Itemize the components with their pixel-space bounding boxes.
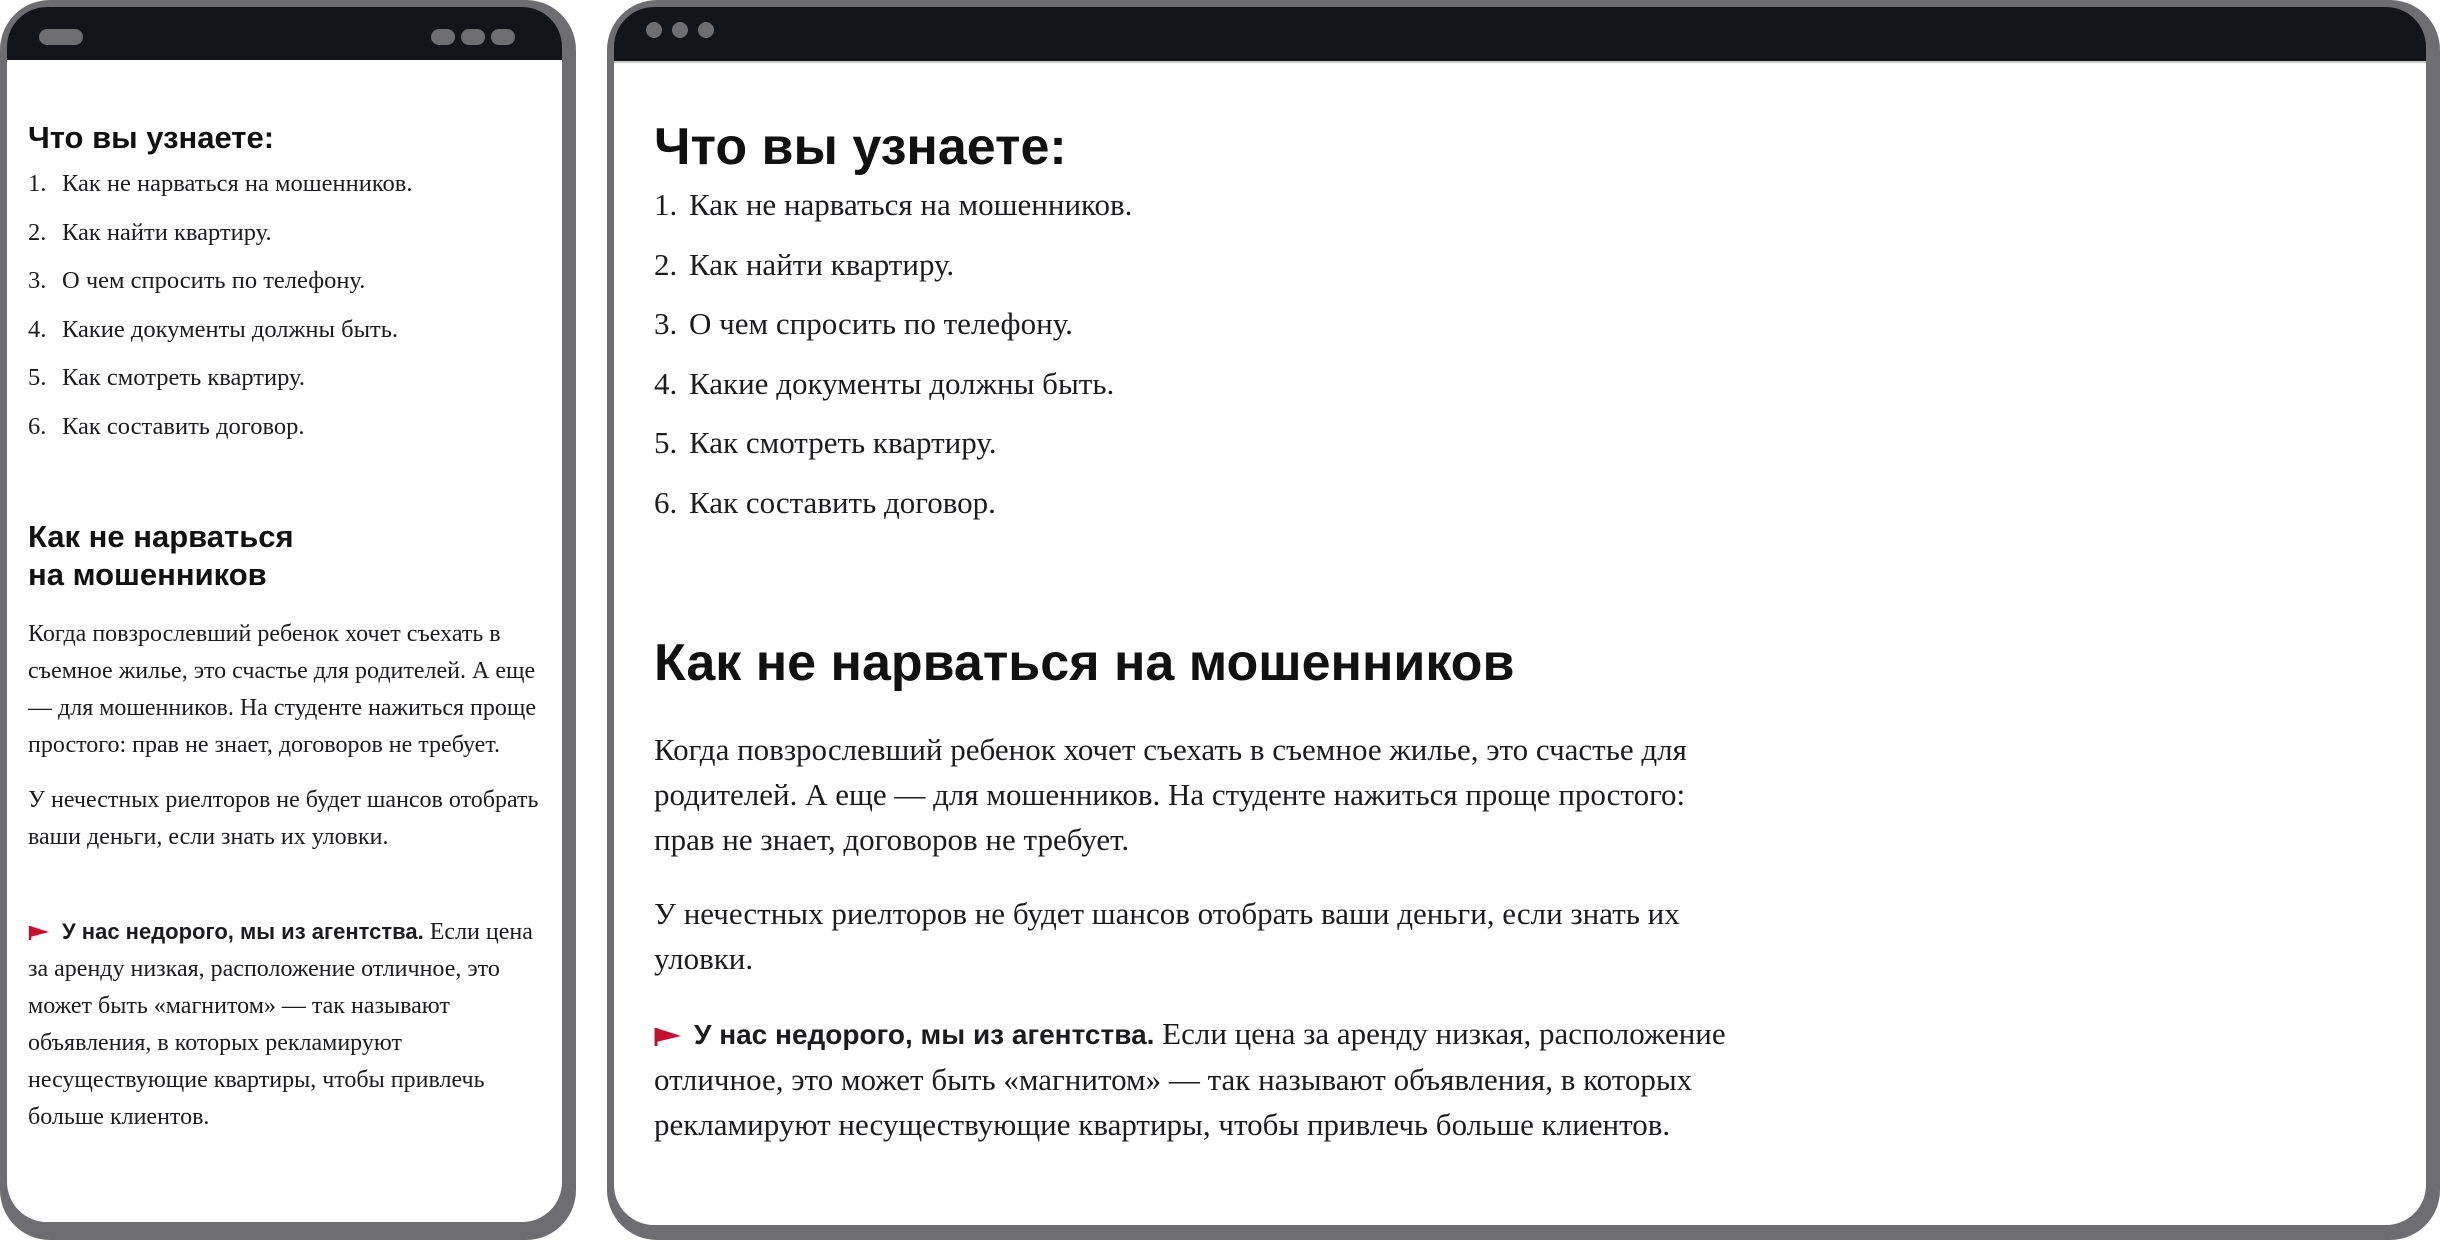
toc-item-label: Как найти квартиру. — [689, 246, 955, 282]
toc-item[interactable] — [28, 170, 412, 219]
toc-item[interactable] — [28, 316, 412, 365]
red-flag-text: Если цена за аренду низкая, расположение отличное, это может быть «магнитом» — так называют объявления, в которых рекламируют несуществующие квартиры, чтобы привлечь больше клиентов. — [28, 919, 533, 1130]
mobile-screen — [7, 60, 562, 1222]
browser-title-bar — [614, 7, 2426, 61]
toc-item-label: Как смотреть квартиру. — [689, 425, 997, 460]
toc-title: Что вы узнаете: — [28, 120, 275, 155]
toc-item[interactable] — [654, 187, 1132, 247]
red-flag-icon — [654, 1027, 682, 1047]
toc-item-label: Какие документы должны быть. — [62, 315, 399, 343]
toc-item[interactable] — [654, 247, 1132, 307]
window-control-dot[interactable] — [672, 22, 688, 38]
toc-item-label: Как составить договор. — [62, 412, 305, 440]
toc-list — [28, 170, 412, 461]
toc-item-number: 2. — [654, 246, 678, 282]
toc-item[interactable] — [28, 364, 412, 413]
toc-item-label: О чем спросить по телефону. — [62, 267, 366, 294]
toc-item-number: 2. — [28, 218, 47, 246]
toc-item[interactable] — [28, 267, 412, 316]
paragraph-warning: У нечестных риелторов не будет шансов отобрать ваши деньги, если знать их уловки. — [654, 896, 1680, 976]
toc-item-number: 3. — [654, 306, 678, 341]
paragraph-intro: Когда повзрослевший ребенок хочет съехать в съемное жилье, это счастье для родителей. А еще — для мошенников. На студенте нажиться проще простого: прав не знает, договоров не требует. — [654, 732, 1687, 857]
red-flag-title: У нас недорого, мы из агентства. — [62, 919, 424, 944]
toc-item-number: 3. — [28, 267, 47, 294]
section-heading: Как не нарваться на мошенников — [654, 634, 1515, 692]
toc-item-number: 6. — [654, 484, 678, 520]
mobile-indicator-pill — [491, 29, 515, 45]
section-heading — [28, 518, 294, 594]
toc-item-label: Как смотреть квартиру. — [62, 364, 305, 391]
toc-item[interactable] — [28, 413, 412, 462]
toc-item-number: 5. — [654, 425, 678, 460]
toc-item-label: Как найти квартиру. — [62, 218, 272, 246]
toc-list — [654, 187, 1132, 544]
toc-item[interactable] — [654, 366, 1132, 426]
toc-item[interactable] — [28, 219, 412, 268]
toc-item-number: 1. — [28, 170, 47, 197]
toc-item-label: Как не нарваться на мошенников. — [62, 170, 413, 197]
toc-title: Что вы узнаете: — [654, 118, 1067, 176]
toc-item-label: Какие документы должны быть. — [689, 365, 1115, 401]
paragraph-intro: Когда повзрослевший ребенок хочет съехать в съемное жилье, это счастье для родителей. А еще — для мошенников. На студенте нажиться проще простого: прав не знает, договоров не требует. — [28, 621, 537, 758]
red-flag-title: У нас недорого, мы из агентства. — [694, 1019, 1155, 1050]
toc-item-number: 5. — [28, 364, 47, 391]
desktop-browser-frame — [607, 0, 2440, 1240]
window-control-dot[interactable] — [698, 22, 714, 38]
desktop-screen — [614, 61, 2426, 1225]
paragraph-red-flag — [28, 913, 548, 1136]
toc-item-number: 6. — [28, 412, 47, 440]
toc-item-label: Как не нарваться на мошенников. — [689, 187, 1133, 222]
toc-item[interactable] — [654, 485, 1132, 545]
mobile-indicator-pill — [431, 29, 455, 45]
toc-item[interactable] — [654, 425, 1132, 485]
section-heading-line: на мошенников — [28, 557, 267, 592]
toc-item-number: 4. — [654, 365, 678, 401]
toc-item-label: О чем спросить по телефону. — [689, 306, 1073, 341]
mobile-status-bar — [7, 7, 562, 67]
window-control-dot[interactable] — [646, 22, 662, 38]
toc-item-label: Как составить договор. — [689, 484, 996, 520]
red-flag-text: Если цена за аренду низкая, расположение отличное, это может быть «магнитом» — так называют объявления, в которых рекламируют несуществующие квартиры, чтобы привлечь больше клиентов. — [654, 1016, 1726, 1142]
mobile-camera-pill — [39, 29, 83, 45]
toc-item[interactable] — [654, 306, 1132, 366]
red-flag-icon — [28, 925, 50, 941]
mobile-indicator-pill — [461, 29, 485, 45]
paragraph-red-flag — [654, 1011, 1744, 1147]
paragraph-warning: У нечестных риелторов не будет шансов отобрать ваши деньги, если знать их уловки. — [28, 787, 539, 850]
section-heading-line: Как не нарваться — [28, 519, 294, 554]
mobile-device-frame — [0, 0, 576, 1240]
toc-item-number: 4. — [28, 315, 47, 343]
toc-item-number: 1. — [654, 187, 678, 222]
